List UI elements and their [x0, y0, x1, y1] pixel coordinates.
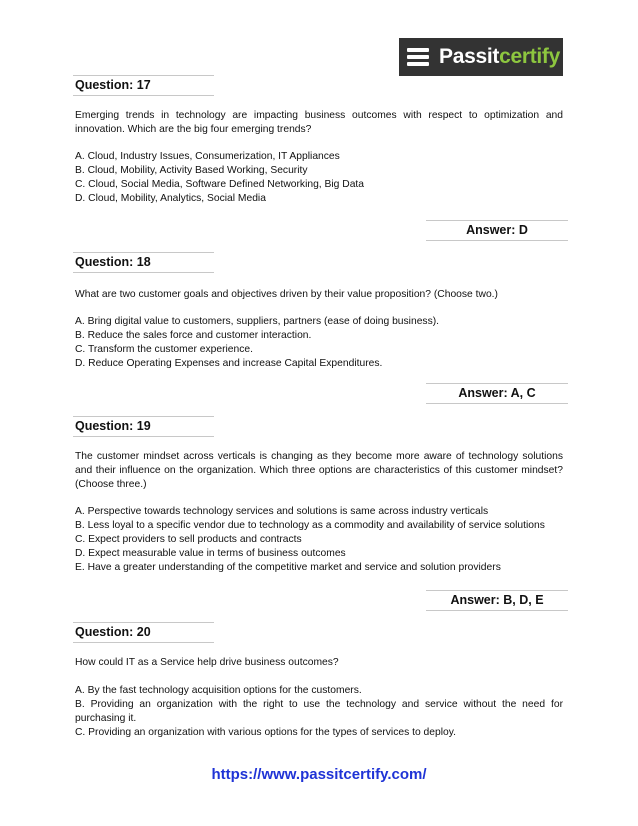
option: A. Perspective towards technology services and solutions is same across industry verticals — [75, 506, 489, 517]
option: A. By the fast technology acquisition options for the customers. — [75, 685, 362, 696]
footer-url-link[interactable]: https://www.passitcertify.com/ — [211, 766, 427, 783]
question-20-options — [75, 684, 575, 740]
question-18-answer: Answer: A, C — [426, 383, 568, 404]
question-19-options — [75, 505, 575, 575]
option: C. Expect providers to sell products and contracts — [75, 534, 302, 545]
option: C. Transform the customer experience. — [75, 344, 253, 355]
menu-bars-icon — [407, 48, 429, 66]
question-19-answer: Answer: B, D, E — [426, 590, 568, 611]
option: B. Providing an organization with the right to use the technology and service without the need for purchasing it. — [75, 699, 563, 724]
logo-text: Passitcertify — [439, 45, 561, 68]
question-17-heading: Question: 17 — [73, 75, 214, 96]
question-18-heading: Question: 18 — [73, 252, 214, 273]
option: A. Cloud, Industry Issues, Consumerization, IT Appliances — [75, 151, 340, 162]
question-17-answer: Answer: D — [426, 220, 568, 241]
question-19-text: The customer mindset across verticals is changing as they become more aware of technology solutions and their influence on the organization. Which three options are characteristics of this customer mindset? (Choose three.) — [75, 451, 563, 490]
question-17-options — [75, 150, 575, 206]
option: E. Have a greater understanding of the competitive market and service and solution providers — [75, 562, 501, 573]
option: A. Bring digital value to customers, suppliers, partners (ease of doing business). — [75, 316, 440, 327]
option: D. Cloud, Mobility, Analytics, Social Media — [75, 193, 266, 204]
option: B. Less loyal to a specific vendor due to technology as a commodity and availability of service solutions — [75, 520, 545, 531]
question-20-text: How could IT as a Service help drive business outcomes? — [75, 657, 339, 668]
option: B. Reduce the sales force and customer interaction. — [75, 330, 312, 341]
option: C. Providing an organization with various options for the types of services to deploy. — [75, 727, 456, 738]
option: D. Reduce Operating Expenses and increase Capital Expenditures. — [75, 358, 383, 369]
passitcertify-logo — [399, 38, 563, 76]
question-18-options — [75, 315, 575, 371]
option: B. Cloud, Mobility, Activity Based Working, Security — [75, 165, 308, 176]
option: D. Expect measurable value in terms of business outcomes — [75, 548, 346, 559]
question-19-heading: Question: 19 — [73, 416, 214, 437]
question-20-heading: Question: 20 — [73, 622, 214, 643]
question-18-text: What are two customer goals and objectives driven by their value proposition? (Choose two.) — [75, 289, 498, 300]
question-17-text: Emerging trends in technology are impacting business outcomes with respect to optimization and innovation. Which are the big four emerging trends? — [75, 110, 563, 135]
option: C. Cloud, Social Media, Software Defined Networking, Big Data — [75, 179, 365, 190]
